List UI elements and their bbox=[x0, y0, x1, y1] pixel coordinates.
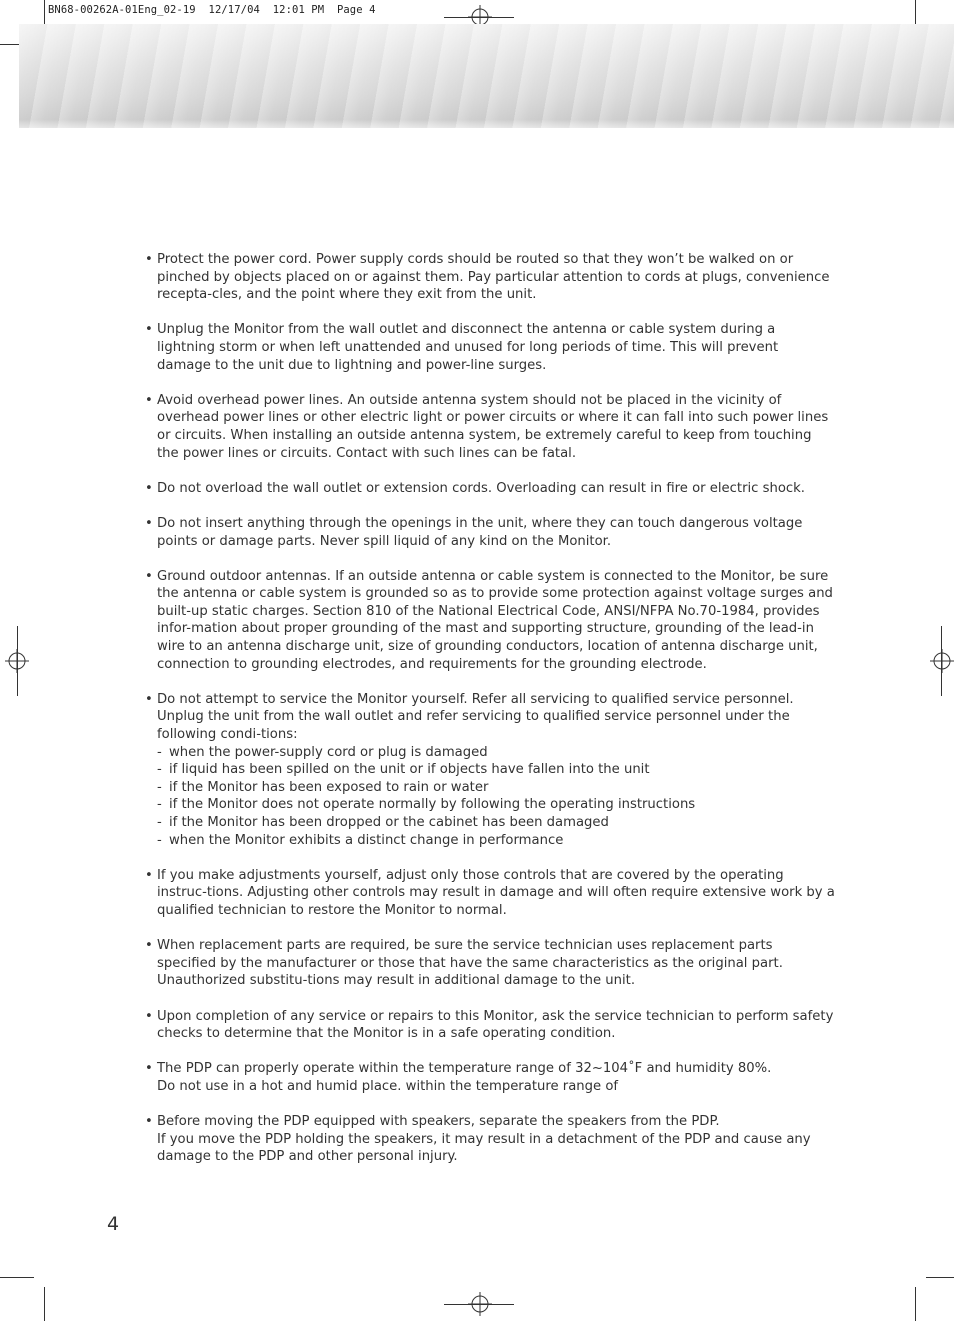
safety-instructions-list bbox=[145, 251, 835, 1183]
instruction-item bbox=[145, 1113, 835, 1166]
header-band bbox=[19, 24, 954, 128]
instruction-item bbox=[145, 937, 835, 990]
crop-mark bbox=[0, 1277, 34, 1278]
registration-line bbox=[17, 626, 18, 696]
instruction-text: Protect the power cord. Power supply cords should be routed so that they won’t be walked on or pinched by objects placed on or against them. Pay particular attention to cords at plugs, convenience recepta-cles, and the point where they exit from the unit. bbox=[157, 252, 830, 303]
instruction-text-continued: Do not use in a hot and humid place. within the temperature range of bbox=[157, 1078, 619, 1094]
bullet: • bbox=[145, 867, 153, 883]
print-slug-line: BN68-00262A-01Eng_02-19 12/17/04 12:01 PM Page 4 bbox=[48, 4, 376, 16]
condition-item: - if the Monitor has been exposed to rain or water bbox=[157, 779, 489, 795]
bullet: • bbox=[145, 568, 153, 584]
bullet: • bbox=[145, 252, 153, 267]
condition-text: if liquid has been spilled on the unit or if objects have fallen into the unit bbox=[169, 762, 650, 778]
instruction-text: Unplug the Monitor from the wall outlet and disconnect the antenna or cable system during a lightning storm or when left unattended and unused for long periods of time. This will prevent damage to the unit due to lightning and power-line surges. bbox=[157, 322, 779, 373]
bullet: • bbox=[145, 1061, 153, 1077]
bullet: • bbox=[145, 938, 153, 954]
page-number: 4 bbox=[107, 1213, 120, 1235]
condition-item: - if the Monitor does not operate normally by following the operating instructions bbox=[157, 797, 696, 813]
registration-line bbox=[444, 1304, 514, 1305]
instruction-item bbox=[145, 515, 835, 550]
instruction-text: Do not overload the wall outlet or extension cords. Overloading can result in fire or electric shock. bbox=[157, 480, 805, 496]
bullet: • bbox=[145, 515, 153, 531]
instruction-text: Upon completion of any service or repairs to this Monitor, ask the service technician to perform safety checks to determine that the Monitor is in a safe operating condition. bbox=[157, 1008, 834, 1042]
bullet: • bbox=[145, 1008, 153, 1024]
instruction-text: Before moving the PDP equipped with speakers, separate the speakers from the PDP. bbox=[157, 1114, 720, 1130]
condition-item: - when the Monitor exhibits a distinct change in performance bbox=[157, 832, 564, 848]
bullet: • bbox=[145, 1114, 153, 1130]
bullet: • bbox=[145, 691, 153, 707]
bullet: • bbox=[145, 480, 153, 496]
bullet: • bbox=[145, 392, 153, 408]
bullet: • bbox=[145, 322, 153, 338]
registration-line bbox=[941, 626, 942, 696]
instruction-item bbox=[145, 480, 835, 498]
instruction-item bbox=[145, 392, 835, 462]
registration-mark-right bbox=[930, 649, 954, 673]
condition-text: when the Monitor exhibits a distinct change in performance bbox=[169, 832, 564, 848]
condition-item: - if the Monitor has been dropped or the cabinet has been damaged bbox=[157, 815, 609, 830]
instruction-item bbox=[145, 1060, 835, 1095]
instruction-item bbox=[145, 867, 835, 920]
instruction-item bbox=[145, 251, 835, 304]
instruction-item bbox=[145, 691, 835, 849]
condition-text: if the Monitor does not operate normally by following the operating instructions bbox=[169, 797, 696, 813]
instruction-text: The PDP can properly operate within the temperature range of 32~104˚F and humidity 80%. bbox=[157, 1061, 772, 1077]
instruction-text: Do not insert anything through the openings in the unit, where they can touch dangerous voltage points or damage parts. Never spill liquid of any kind on the Monitor. bbox=[157, 515, 803, 549]
instruction-item bbox=[145, 1008, 835, 1043]
instruction-text: Ground outdoor antennas. If an outside antenna or cable system is connected to the Monitor, be sure the antenna or cable system is grounded so as to provide some protection against voltage surges and built-up static charges. Section 810 of the National Electrical Code, ANSI/NFPA No.70-1984, provides infor-mation about proper grounding of the mast and supporting structure, grounding of the lead-in wire to an antenna discharge unit, size of grounding conductors, location of antenna discharge unit, connection to grounding electrodes, and requirements for the grounding electrode. bbox=[157, 568, 833, 672]
instruction-text: Avoid overhead power lines. An outside antenna system should not be placed in the vicinity of overhead power lines or other electric light or power circuits or where it can fall into such power lines or circuits. When installing an outside antenna system, be extremely careful to keep from touching the power lines or circuits. Contact with such lines can be fatal. bbox=[157, 392, 829, 461]
registration-line bbox=[444, 17, 514, 18]
service-conditions-list bbox=[157, 744, 835, 850]
instruction-text-continued: If you move the PDP holding the speakers, it may result in a detachment of the PDP and cause any damage to the PDP and other personal injury. bbox=[157, 1131, 811, 1165]
instruction-text: Do not attempt to service the Monitor yourself. Refer all servicing to qualified service personnel. Unplug the unit from the wall outlet and refer servicing to qualified service personnel under the following condi-tions: bbox=[157, 691, 794, 743]
condition-item: - when the power-supply cord or plug is damaged bbox=[157, 744, 488, 760]
crop-mark bbox=[926, 1277, 954, 1278]
instruction-item bbox=[145, 321, 835, 374]
crop-mark bbox=[44, 1287, 45, 1321]
condition-item: - if liquid has been spilled on the unit or if objects have fallen into the unit bbox=[157, 762, 650, 778]
condition-text: if the Monitor has been dropped or the cabinet has been damaged bbox=[169, 815, 609, 830]
condition-text: when the power-supply cord or plug is damaged bbox=[169, 744, 488, 760]
instruction-text: If you make adjustments yourself, adjust only those controls that are covered by the operating instruc-tions. Adjusting other controls may result in damage and will often require extensive work by a qualified technician to restore the Monitor to normal. bbox=[157, 867, 835, 918]
crop-mark bbox=[915, 1287, 916, 1321]
instruction-text: When replacement parts are required, be sure the service technician uses replacement parts specified by the manufacturer or those that have the same characteristics as the original part. Unauthorized substitu-tions may result in additional damage to the unit. bbox=[157, 938, 783, 989]
condition-text: if the Monitor has been exposed to rain or water bbox=[169, 779, 489, 795]
instruction-item bbox=[145, 568, 835, 674]
